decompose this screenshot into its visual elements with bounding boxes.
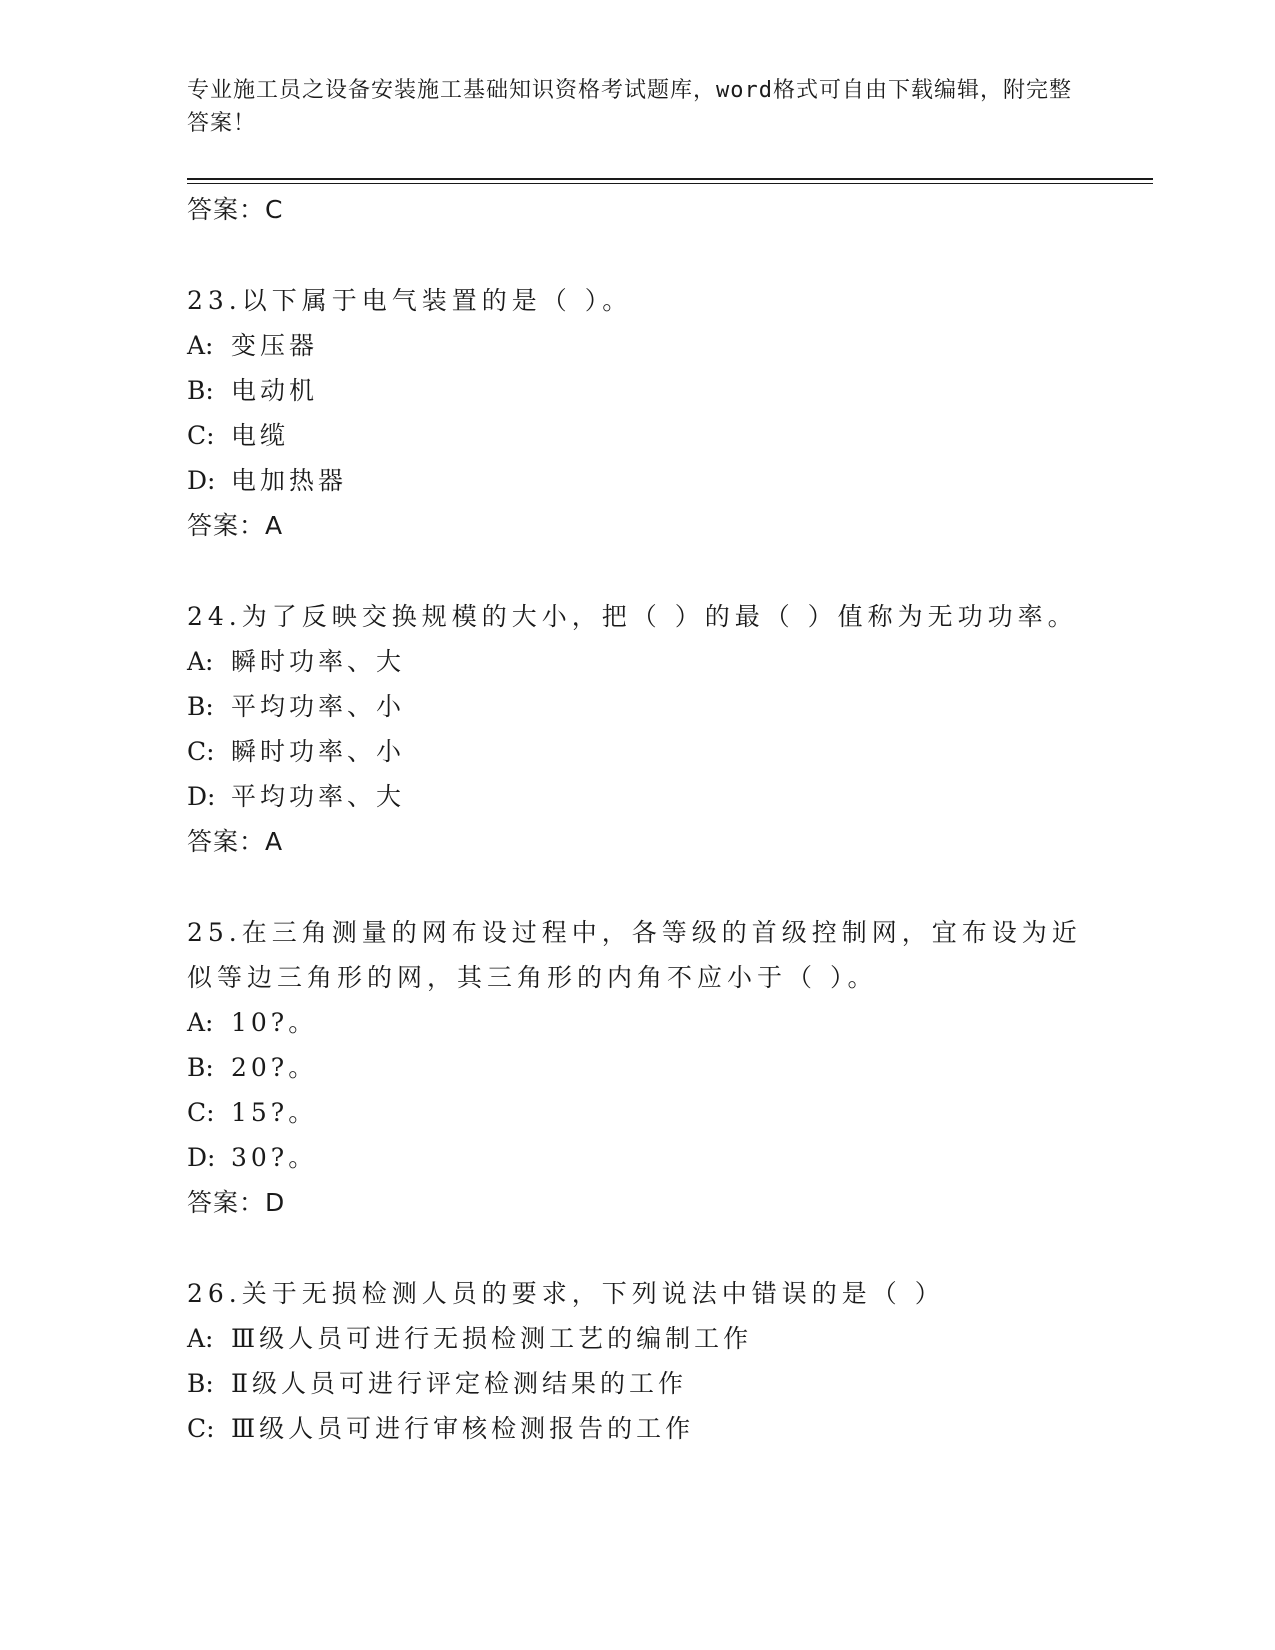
option-letter: D: [187,466,216,495]
option-letter: B: [187,1053,214,1082]
question-list [187,187,1087,1451]
option-letter: B: [187,1369,214,1398]
option-letter: C: [187,1098,215,1127]
option-text: 电加热器 [231,466,348,495]
question-stem: 25.在三角测量的网布设过程中，各等级的首级控制网，宜布设为近似等边三角形的网，其三角形的内角不应小于（ ）。 [187,918,1082,992]
option-text: 20?。 [231,1053,318,1082]
page-header: 专业施工员之设备安装施工基础知识资格考试题库，word格式可自由下载编辑，附完整答案！ [187,78,1072,136]
option-letter: D: [187,1143,216,1172]
option-text: 变压器 [231,331,319,360]
question-stem: 23.以下属于电气装置的是（ ）。 [187,286,633,315]
header-divider-thick [187,178,1153,180]
option-text: Ⅲ级人员可进行无损检测工艺的编制工作 [231,1324,753,1353]
answer-label: 答案：A [187,511,284,540]
option-text: 10?。 [231,1008,318,1037]
option-letter: D: [187,782,216,811]
question-25 [187,910,1087,1225]
question-23 [187,278,1087,548]
option-d [187,458,1087,503]
question-stem: 24.为了反映交换规模的大小，把（ ）的最（ ）值称为无功功率。 [187,602,1078,631]
answer-label: 答案：C [187,195,284,224]
answer-label: 答案：A [187,827,284,856]
option-text: Ⅲ级人员可进行审核检测报告的工作 [231,1414,695,1443]
option-letter: C: [187,421,215,450]
option-c [187,729,1087,774]
option-c [187,1406,1087,1451]
option-text: 15?。 [231,1098,318,1127]
option-letter: B: [187,376,214,405]
option-c [187,413,1087,458]
option-text: 30?。 [231,1143,318,1172]
option-b [187,1361,1087,1406]
option-letter: A: [187,331,214,360]
option-letter: A: [187,647,214,676]
option-a [187,639,1087,684]
option-text: 瞬时功率、小 [231,737,406,766]
option-a [187,1316,1087,1361]
question-stem: 26.关于无损检测人员的要求，下列说法中错误的是（ ） [187,1279,945,1308]
option-a [187,1000,1087,1045]
option-d [187,774,1087,819]
option-letter: C: [187,737,215,766]
option-text: 瞬时功率、大 [231,647,406,676]
option-text: 电缆 [231,421,290,450]
option-d [187,1135,1087,1180]
answer-label: 答案：D [187,1188,286,1217]
question-24 [187,594,1087,864]
header-divider-thin [187,183,1153,184]
option-text: 平均功率、小 [231,692,406,721]
option-c [187,1090,1087,1135]
option-letter: A: [187,1008,214,1037]
option-text: 平均功率、大 [231,782,406,811]
option-text: 电动机 [231,376,319,405]
option-b [187,1045,1087,1090]
option-letter: C: [187,1414,215,1443]
question-26 [187,1271,1087,1451]
option-b [187,368,1087,413]
option-b [187,684,1087,729]
option-text: Ⅱ级人员可进行评定检测结果的工作 [231,1369,687,1398]
option-a [187,323,1087,368]
option-letter: B: [187,692,214,721]
option-letter: A: [187,1324,214,1353]
